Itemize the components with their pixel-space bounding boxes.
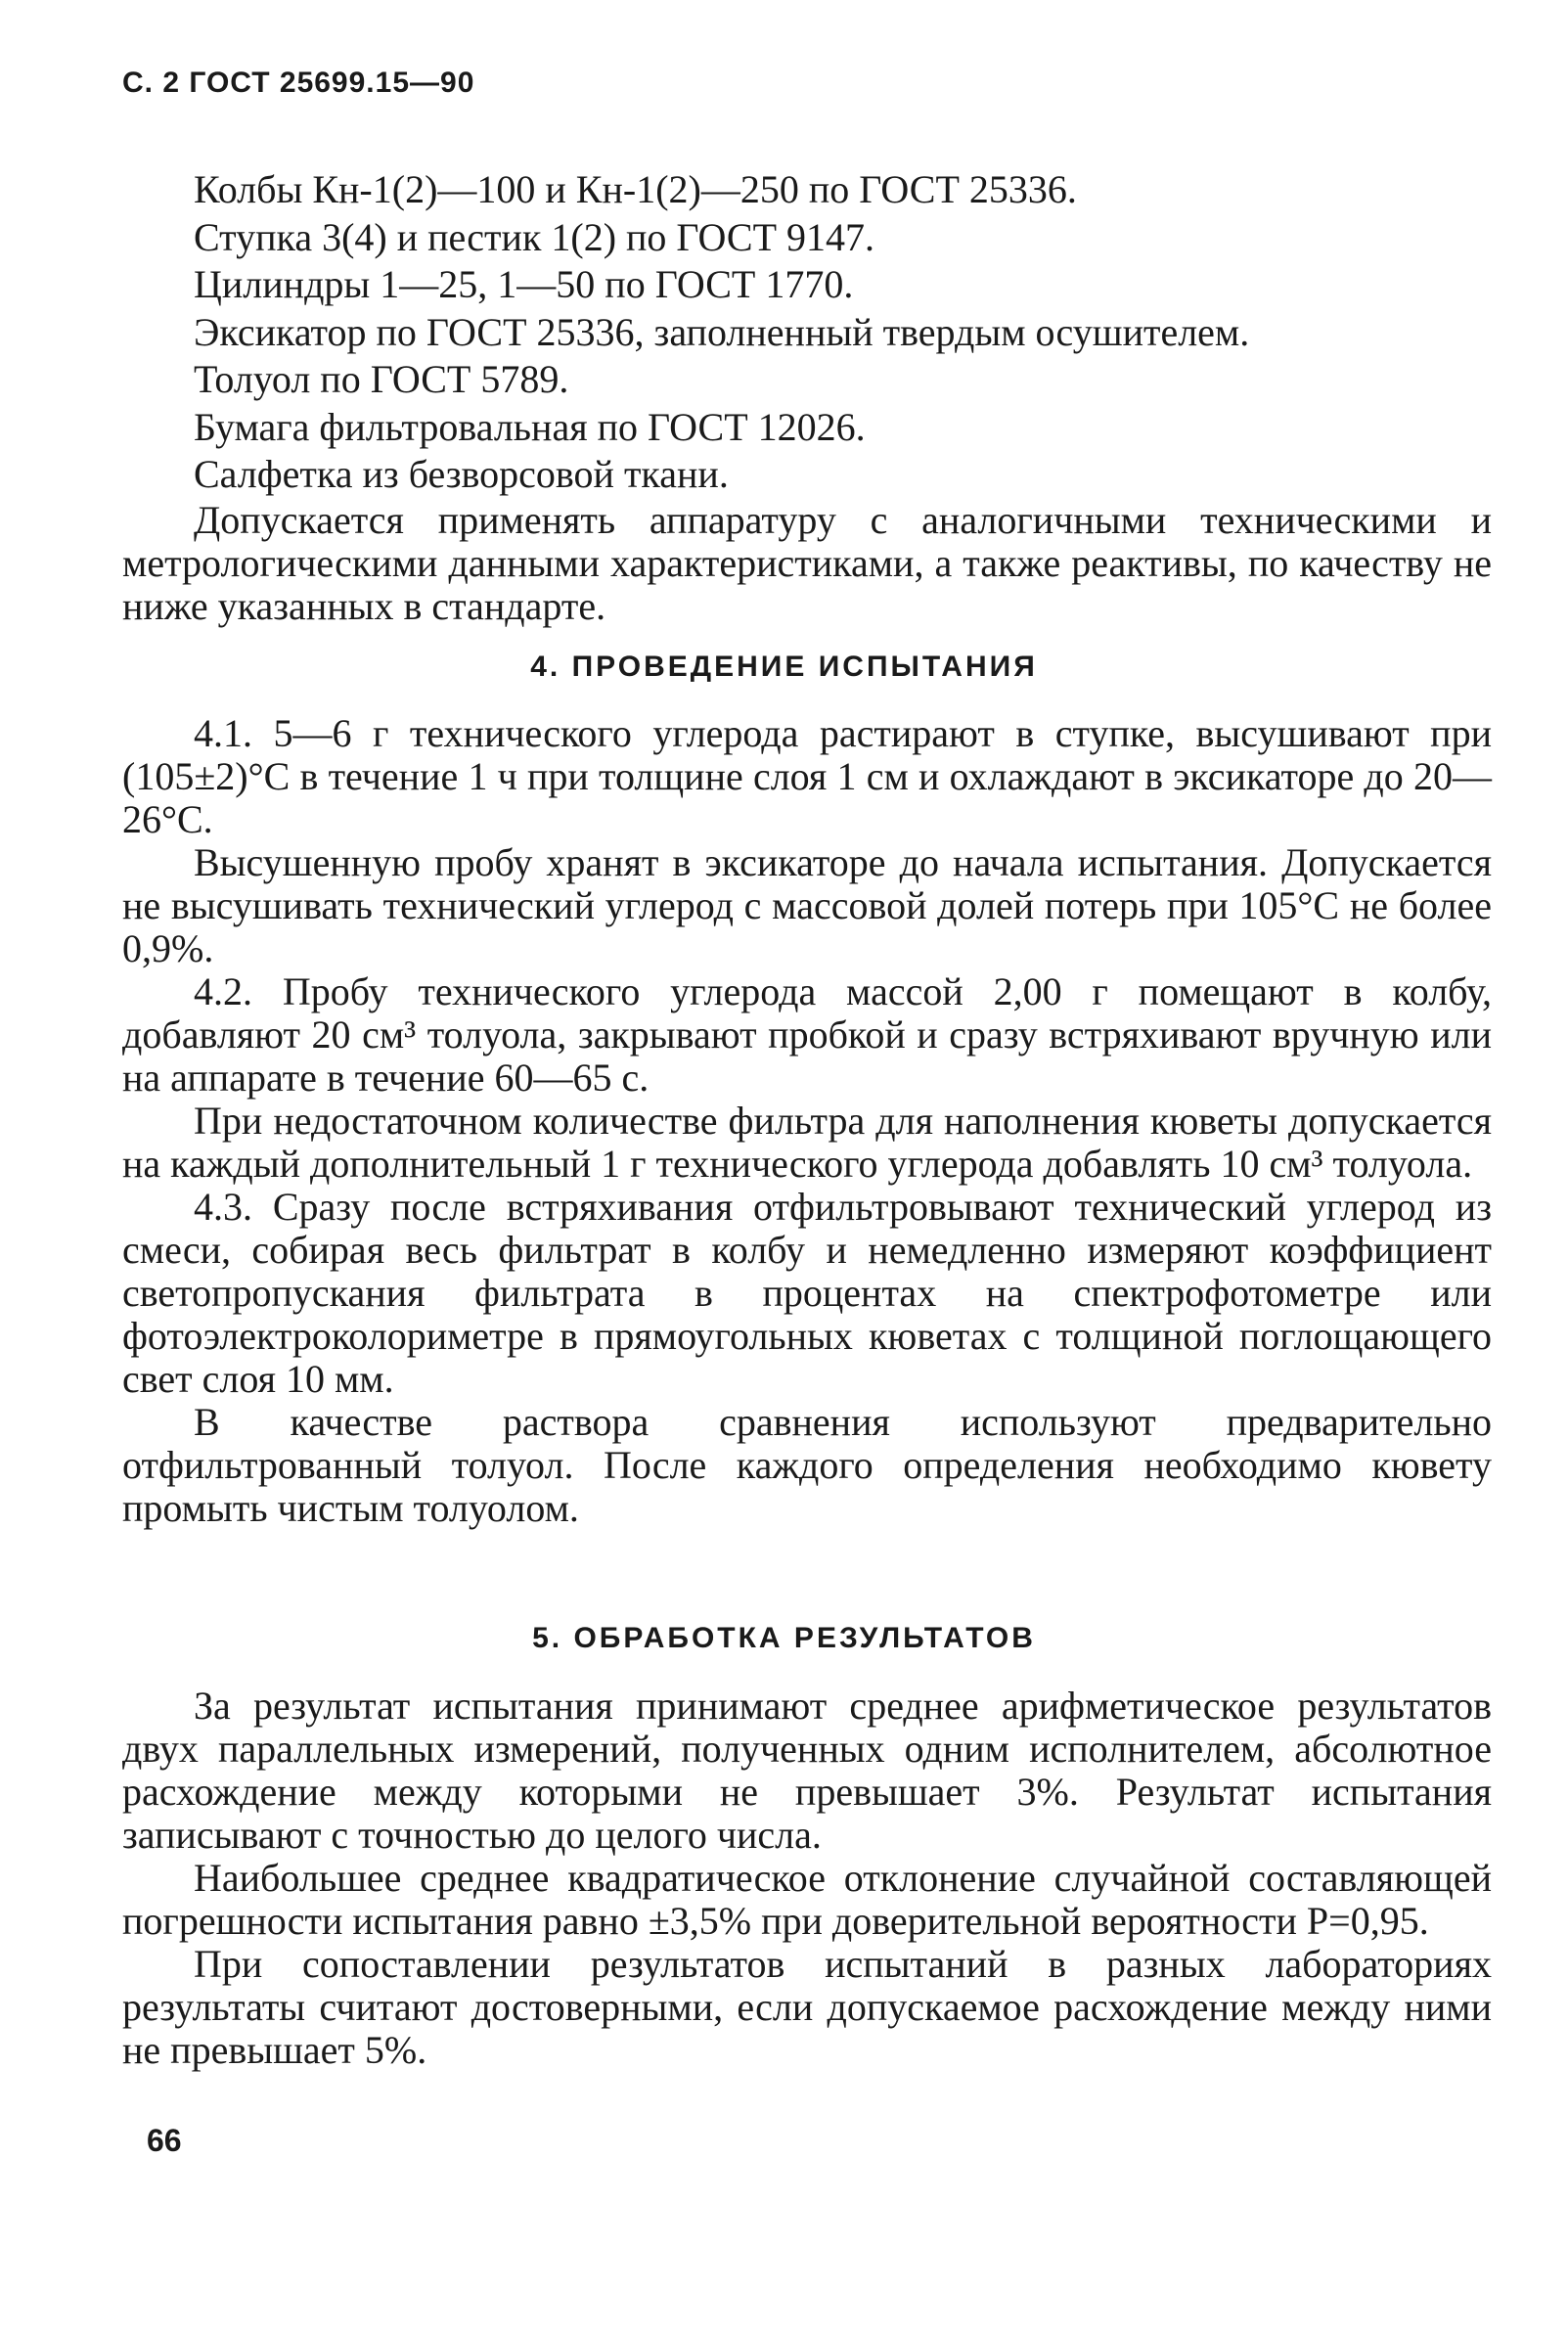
paragraph: При сопоставлении результатов испытаний в разных лабораториях результаты считают достоверными, если допускаемое расхождение между ними не превышает 5%.: [122, 1942, 1492, 2072]
paragraph: 4.3. Сразу после встряхивания отфильтровывают технический углерод из смеси, собирая весь фильтрат в колбу и немедленно измеряют коэффициент светопропускания фильтрата в процентах на спектрофотометре или фотоэлектроколориметре в прямоугольных кюветах с толщиной поглощающего свет слоя 10 мм.: [122, 1185, 1492, 1401]
section-4-heading: 4. ПРОВЕДЕНИЕ ИСПЫТАНИЯ: [530, 651, 1038, 683]
list-item: Цилиндры 1—25, 1—50 по ГОСТ 1770.: [194, 262, 854, 306]
equipment-list: [194, 166, 1495, 499]
paragraph: При недостаточном количестве фильтра для наполнения кюветы допускается на каждый дополнительный 1 г технического углерода добавлять 10 см³ толуола.: [122, 1099, 1492, 1186]
equipment-note-block: [122, 499, 1492, 628]
list-item: Ступка 3(4) и пестик 1(2) по ГОСТ 9147.: [194, 214, 875, 259]
paragraph: 4.2. Пробу технического углерода массой 2,00 г помещают в колбу, добавляют 20 см³ толуола, закрывают пробкой и сразу встряхивают вручную или на аппарате в течение 60—65 с.: [122, 969, 1492, 1100]
page-number: 66: [147, 2123, 182, 2158]
section-4-body: [122, 712, 1492, 1530]
list-item: Толуол по ГОСТ 5789.: [194, 357, 569, 401]
list-item: Бумага фильтровальная по ГОСТ 12026.: [194, 404, 866, 449]
paragraph: В качестве раствора сравнения используют предварительно отфильтрованный толуол. После каждого определения необходимо кювету промыть чистым толуолом.: [122, 1400, 1492, 1530]
paragraph: Наибольшее среднее квадратическое отклонение случайной составляющей погрешности испытания равно ±3,5% при доверительной вероятности Р=0,95.: [122, 1856, 1492, 1943]
list-item: Салфетка из безворсовой ткани.: [194, 452, 729, 496]
section-5-heading: 5. ОБРАБОТКА РЕЗУЛЬТАТОВ: [532, 1622, 1036, 1654]
equipment-note: Допускается применять аппаратуру с аналогичными техническими и метрологическими данными характеристиками, а также реактивы, по качеству не ниже указанных в стандарте.: [122, 498, 1492, 628]
list-item: Эксикатор по ГОСТ 25336, заполненный твердым осушителем.: [194, 309, 1250, 354]
section-5-body: [122, 1685, 1492, 2072]
page-header: С. 2 ГОСТ 25699.15—90: [122, 67, 475, 99]
paragraph: За результат испытания принимают среднее арифметическое результатов двух параллельных измерений, полученных одним исполнителем, абсолютное расхождение между которыми не превышает 3%. Результат испытания записывают с точностью до целого числа.: [122, 1684, 1492, 1857]
paragraph: 4.1. 5—6 г технического углерода растирают в ступке, высушивают при (105±2)°С в течение 1 ч при толщине слоя 1 см и охлаждают в эксикаторе до 20—26°С.: [122, 711, 1492, 841]
list-item: Колбы Кн-1(2)—100 и Кн-1(2)—250 по ГОСТ 25336.: [194, 167, 1077, 211]
paragraph: Высушенную пробу хранят в эксикаторе до начала испытания. Допускается не высушивать технический углерод с массовой долей потерь при 105°С не более 0,9%.: [122, 840, 1492, 970]
